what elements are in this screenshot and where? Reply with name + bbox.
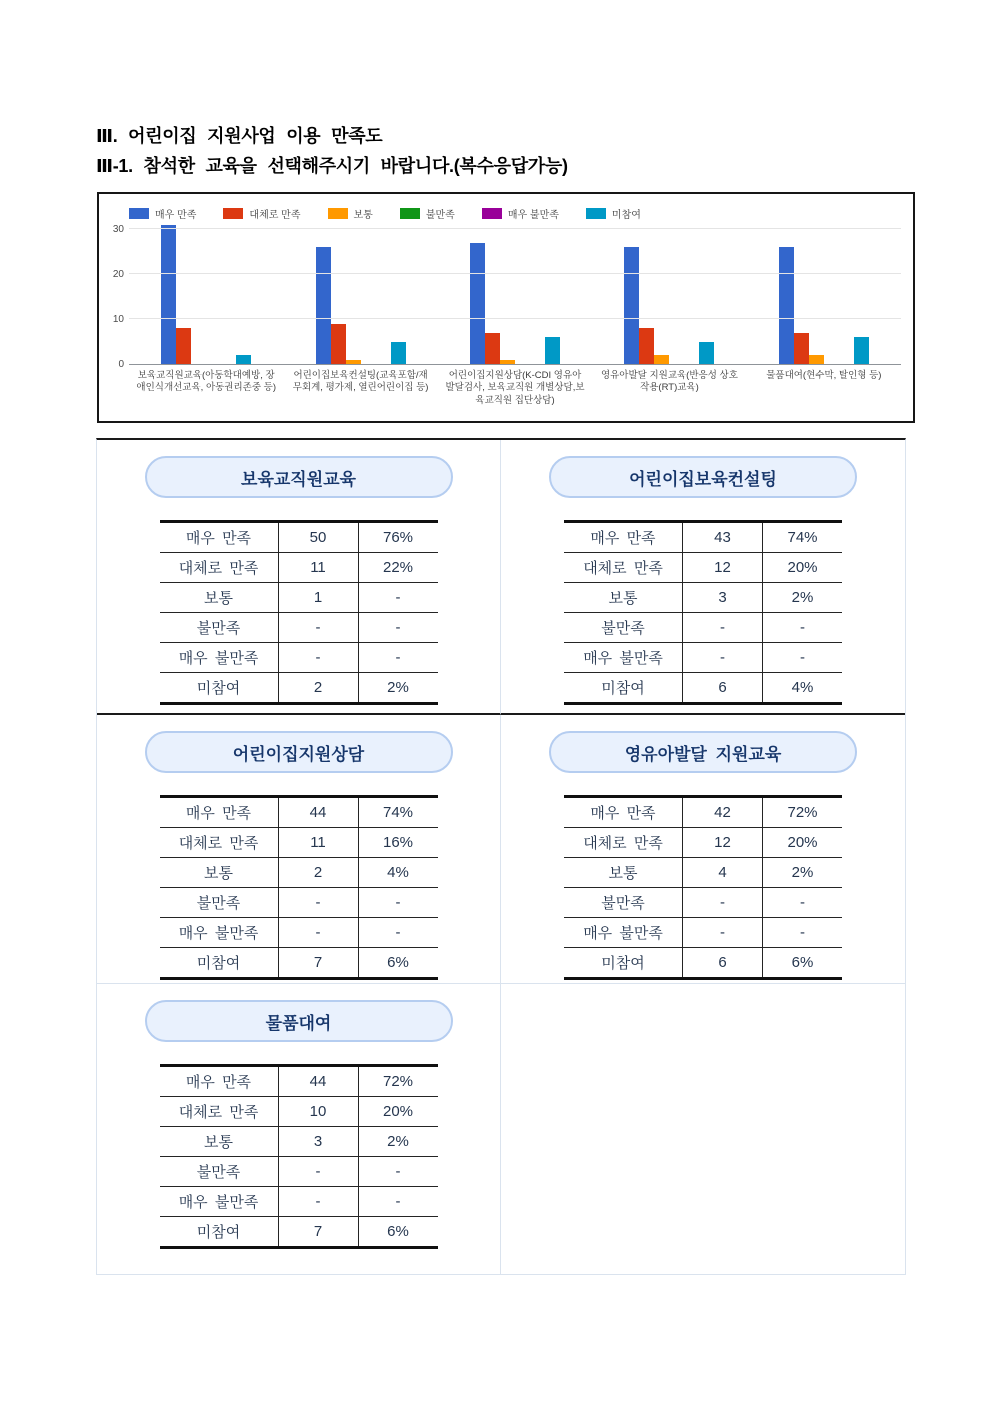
satisfaction-label: 보통 (204, 590, 233, 607)
satisfaction-label: 매우 불만족 (178, 650, 259, 667)
count-value: 2 (278, 858, 358, 888)
bar-group-2 (283, 216, 437, 364)
bar-mostly-satisfied (485, 333, 500, 364)
bar-not-participated (854, 337, 869, 364)
x-axis-category-label: 보육교직원교육(아동학대예방, 장애인식개선교육, 아동권리존중 등) (136, 370, 276, 394)
table-row (564, 643, 842, 673)
bar-neutral (809, 355, 824, 364)
satisfaction-label: 매우 불만족 (178, 1194, 259, 1211)
percent-value: - (395, 894, 401, 911)
satisfaction-table (564, 520, 842, 705)
percent-value: - (395, 1163, 401, 1180)
section-title-pill (145, 731, 453, 773)
legend-label: 불만족 (425, 210, 455, 221)
count-value: 7 (278, 1217, 358, 1248)
satisfaction-label: 대체로 만족 (583, 560, 663, 577)
count-value: 1 (278, 583, 358, 613)
page-title: Ⅲ. 어린이집 지원사업 이용 만족도 (96, 126, 383, 146)
bar-not-participated (391, 342, 406, 364)
count-value: - (683, 888, 763, 918)
y-axis-tick-label: 20 (112, 269, 124, 281)
bar-neutral (346, 360, 361, 364)
count-value: 12 (683, 553, 763, 583)
table-row (160, 797, 438, 828)
bar-group-4 (592, 216, 746, 364)
satisfaction-label: 매우 만족 (590, 805, 656, 822)
page-subtitle: Ⅲ-1. 참석한 교육을 선택해주시기 바랍니다.(복수응답가능) (96, 156, 568, 176)
table-row (564, 553, 842, 583)
gridline-10 (129, 318, 901, 319)
table-row (564, 858, 842, 888)
sections-grid (96, 438, 906, 1275)
section-title: 물품대여 (265, 1013, 332, 1033)
table-row (160, 918, 438, 948)
count-value: 42 (683, 797, 763, 828)
chart-x-labels (129, 370, 901, 407)
count-value: 3 (278, 1127, 358, 1157)
count-value: - (278, 613, 358, 643)
table-row (564, 918, 842, 948)
count-value: - (278, 888, 358, 918)
table-row (160, 858, 438, 888)
table-row (564, 797, 842, 828)
x-axis-category-label: 물품대여(현수막, 탈인형 등) (766, 370, 882, 381)
percent-value: 74% (787, 529, 818, 546)
count-value: 2 (278, 673, 358, 704)
count-value: 6 (683, 673, 763, 704)
satisfaction-label: 매우 만족 (185, 805, 252, 822)
table-row (160, 643, 438, 673)
count-value: - (278, 1157, 358, 1187)
table-row (160, 553, 438, 583)
table-row (564, 583, 842, 613)
bar-mostly-satisfied (639, 328, 654, 364)
satisfaction-table (564, 795, 842, 980)
bar-very-satisfied (161, 225, 176, 364)
section-title-pill (549, 456, 857, 498)
table-row (160, 1097, 438, 1127)
section-title-pill (145, 456, 453, 498)
legend-label: 미참여 (611, 210, 641, 221)
percent-value: 22% (382, 559, 414, 576)
count-value: 44 (278, 1066, 358, 1097)
y-axis-tick-label: 30 (112, 224, 124, 236)
count-value: 6 (683, 948, 763, 979)
percent-value: 74% (382, 804, 414, 821)
count-value: - (683, 918, 763, 948)
percent-value: - (800, 894, 805, 911)
satisfaction-label: 대체로 만족 (178, 1104, 259, 1121)
table-row (160, 1187, 438, 1217)
satisfaction-table (160, 520, 438, 705)
satisfaction-label: 불만족 (601, 620, 645, 637)
table-row (160, 583, 438, 613)
bar-neutral (500, 360, 515, 364)
percent-value: 72% (787, 804, 818, 821)
satisfaction-label: 보통 (608, 590, 638, 607)
satisfaction-label: 매우 만족 (185, 530, 252, 547)
count-value: 4 (683, 858, 763, 888)
count-value: 7 (278, 948, 358, 979)
percent-value: 72% (382, 1073, 414, 1090)
percent-value: 4% (387, 864, 409, 881)
y-axis-tick-label: 10 (112, 314, 124, 326)
count-value: 43 (683, 522, 763, 553)
x-axis-category-label: 영유아발달 지원교육(반응성 상호작용(RT)교육) (600, 370, 738, 394)
satisfaction-label: 대체로 만족 (583, 835, 663, 852)
count-value: 44 (278, 797, 358, 828)
percent-value: 20% (382, 1103, 414, 1120)
legend-label: 매우 만족 (155, 210, 197, 221)
percent-value: 6% (791, 954, 814, 971)
satisfaction-label: 매우 만족 (590, 530, 656, 547)
percent-value: 20% (787, 559, 818, 576)
percent-value: 6% (387, 954, 409, 971)
section-cell-empty (501, 984, 905, 1274)
table-row (160, 1127, 438, 1157)
bar-very-satisfied (624, 247, 639, 364)
section-title: 보육교직원교육 (241, 469, 356, 489)
count-value: - (278, 1187, 358, 1217)
bar-group-5 (747, 216, 901, 364)
section-title: 영유아발달 지원교육 (624, 744, 782, 764)
x-axis-category-label: 어린이집지원상담(K-CDI 영유아발달검사, 보육교직원 개별상담,보육교직원 집단상담) (445, 370, 585, 406)
count-value: 3 (683, 583, 763, 613)
count-value: 50 (278, 522, 358, 553)
section-cell (97, 440, 501, 715)
count-value: 11 (278, 553, 358, 583)
gridline-30 (129, 228, 901, 229)
percent-value: 20% (787, 834, 818, 851)
chart-bar-groups (129, 216, 901, 364)
satisfaction-label: 미참여 (196, 680, 241, 697)
y-axis-tick-label: 0 (118, 359, 124, 370)
bar-mostly-satisfied (176, 328, 191, 364)
satisfaction-label: 미참여 (601, 955, 645, 972)
percent-value: 2% (387, 679, 409, 696)
count-value: - (683, 643, 763, 673)
satisfaction-label: 미참여 (196, 1224, 241, 1241)
bar-very-satisfied (316, 247, 331, 364)
bar-neutral (654, 355, 669, 364)
count-value: 10 (278, 1097, 358, 1127)
percent-value: - (395, 619, 401, 636)
satisfaction-label: 매우 불만족 (583, 650, 663, 667)
percent-value: 2% (791, 864, 814, 881)
satisfaction-table (160, 1064, 438, 1249)
gridline-20 (129, 273, 901, 274)
table-row (160, 828, 438, 858)
bar-group-3 (438, 216, 592, 364)
table-row (160, 1217, 438, 1248)
table-row (160, 1066, 438, 1097)
percent-value: 76% (382, 529, 414, 546)
table-row (564, 522, 842, 553)
satisfaction-bar-chart (97, 192, 915, 423)
percent-value: 4% (791, 679, 814, 696)
satisfaction-label: 보통 (608, 865, 638, 882)
percent-value: - (395, 924, 401, 941)
satisfaction-label: 불만족 (196, 1164, 241, 1181)
percent-value: 2% (791, 589, 814, 606)
count-value: - (278, 643, 358, 673)
satisfaction-label: 대체로 만족 (178, 560, 259, 577)
section-title: 어린이집지원상담 (232, 744, 365, 764)
legend-label: 보통 (353, 210, 373, 221)
satisfaction-label: 불만족 (196, 620, 241, 637)
count-value: 11 (278, 828, 358, 858)
table-row (564, 948, 842, 979)
bar-group-1 (129, 216, 283, 364)
table-row (160, 673, 438, 704)
percent-value: - (395, 649, 401, 666)
satisfaction-label: 미참여 (196, 955, 241, 972)
table-row (160, 1157, 438, 1187)
percent-value: 2% (387, 1133, 409, 1150)
bar-mostly-satisfied (794, 333, 809, 364)
bar-very-satisfied (470, 243, 485, 364)
satisfaction-label: 불만족 (196, 895, 241, 912)
table-row (564, 613, 842, 643)
percent-value: - (800, 924, 805, 941)
count-value: 12 (683, 828, 763, 858)
satisfaction-label: 불만족 (601, 895, 645, 912)
legend-label: 매우 불만족 (507, 210, 559, 221)
table-row (160, 948, 438, 979)
satisfaction-label: 매우 불만족 (178, 925, 259, 942)
percent-value: 6% (387, 1223, 409, 1240)
bar-not-participated (236, 355, 251, 364)
section-title-pill (549, 731, 857, 773)
satisfaction-label: 보통 (204, 1134, 233, 1151)
satisfaction-label: 매우 만족 (185, 1074, 252, 1091)
section-cell (97, 984, 501, 1274)
chart-plot (112, 216, 901, 370)
bar-mostly-satisfied (331, 324, 346, 364)
percent-value: - (800, 619, 805, 636)
bar-not-participated (699, 342, 714, 364)
satisfaction-table (160, 795, 438, 980)
bar-not-participated (545, 337, 560, 364)
percent-value: - (800, 649, 805, 666)
percent-value: - (395, 1193, 401, 1210)
percent-value: - (395, 589, 401, 606)
section-title-pill (145, 1000, 453, 1042)
table-row (564, 888, 842, 918)
table-row (564, 828, 842, 858)
count-value: - (683, 613, 763, 643)
satisfaction-label: 대체로 만족 (178, 835, 259, 852)
table-row (160, 613, 438, 643)
x-axis-category-label: 어린이집보육컨설팅(교육포함/재무회계, 평가제, 열린어린이집 등) (292, 370, 429, 394)
percent-value: 16% (382, 834, 414, 851)
section-cell (501, 440, 905, 715)
count-value: - (278, 918, 358, 948)
section-cell (97, 715, 501, 984)
legend-label: 대체로 만족 (249, 210, 301, 221)
table-row (160, 888, 438, 918)
table-row (160, 522, 438, 553)
section-title: 어린이집보육컨설팅 (629, 469, 777, 489)
section-cell (501, 715, 905, 984)
satisfaction-label: 보통 (204, 865, 233, 882)
bar-very-satisfied (779, 247, 794, 364)
table-row (564, 673, 842, 704)
satisfaction-label: 미참여 (601, 680, 645, 697)
satisfaction-label: 매우 불만족 (583, 925, 663, 942)
